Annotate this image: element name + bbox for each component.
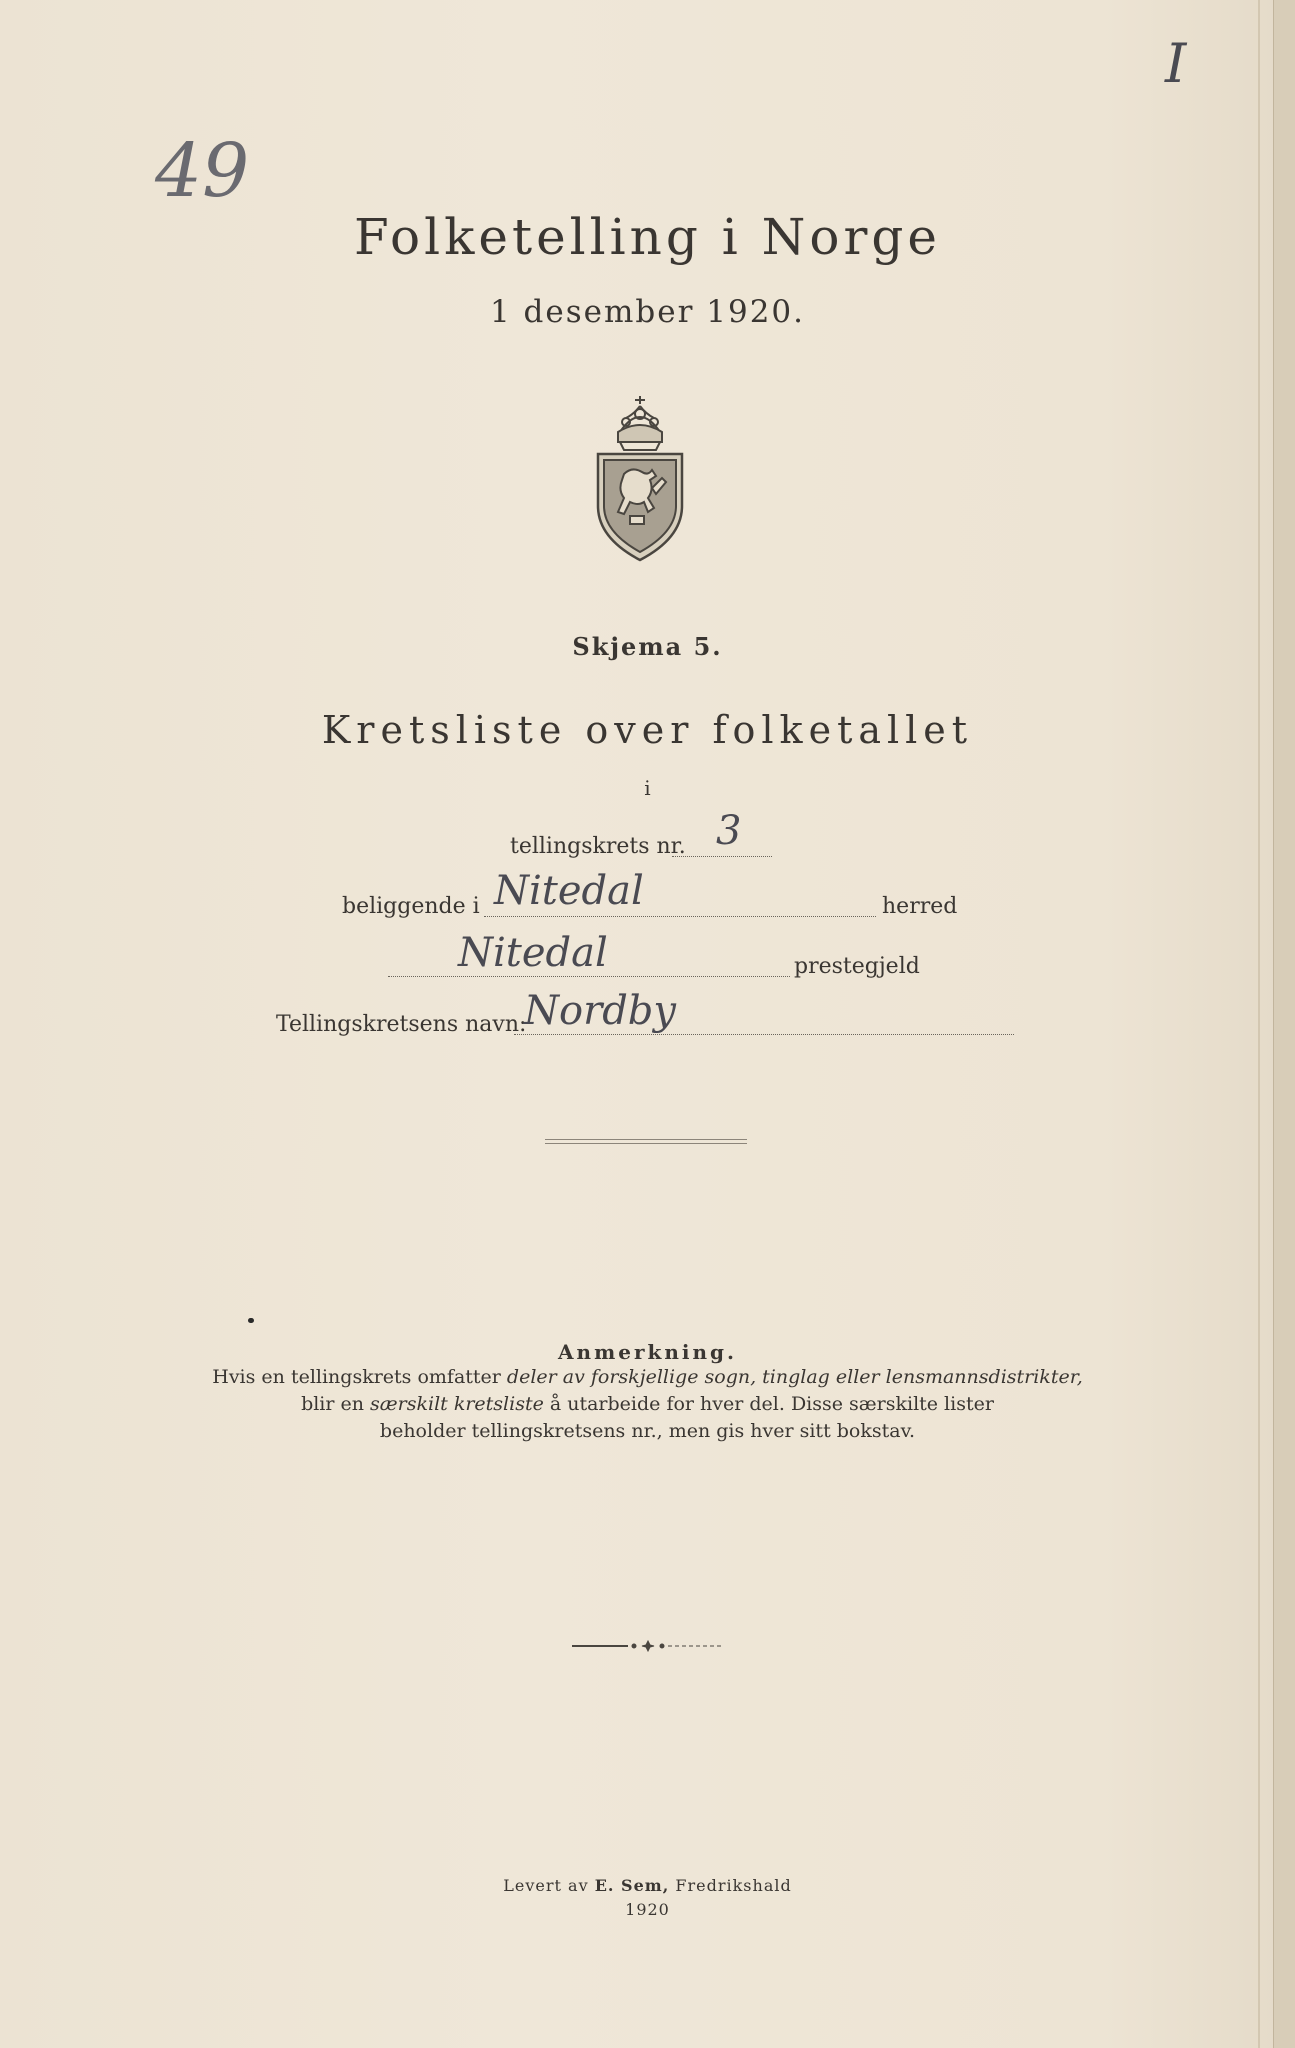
page-title: Folketelling i Norge [354, 208, 941, 266]
krets-number-value: 3 [716, 808, 742, 854]
roman-numeral-mark: I [1165, 32, 1187, 95]
herred-label: herred [882, 894, 958, 919]
prestegjeld-line [388, 976, 790, 977]
schema-number: Skjema 5. [572, 632, 723, 661]
herred-value: Nitedal [494, 868, 644, 914]
ink-spot [248, 1318, 254, 1323]
divider-rule-bottom [545, 1143, 747, 1144]
norway-coat-of-arms-icon [590, 392, 690, 564]
note-heading: Anmerkning. [558, 1340, 737, 1364]
printer-credit: Levert av E. Sem, Fredrikshald [503, 1876, 792, 1895]
krets-number-label: tellingskrets nr. [510, 834, 686, 859]
note-line-3: beholder tellingskretsens nr., men gis hver sitt bokstav. [379, 1420, 916, 1442]
krets-name-value: Nordby [524, 988, 677, 1034]
ornament-divider-icon [568, 1640, 728, 1652]
preposition-i: i [644, 776, 651, 800]
divider-rule-top [545, 1139, 747, 1140]
prestegjeld-value: Nitedal [458, 930, 608, 976]
beliggende-line [484, 916, 876, 917]
note-line-1: Hvis en tellingskrets omfatter deler av forskjellige sogn, tinglag eller lensmannsdistrikter, [212, 1366, 1083, 1388]
krets-name-label: Tellingskretsens navn: [276, 1012, 527, 1037]
printer-year: 1920 [625, 1900, 670, 1919]
prestegjeld-label: prestegjeld [794, 954, 920, 979]
krets-name-line [514, 1034, 1014, 1035]
form-heading: Kretsliste over folketallet [321, 708, 974, 752]
note-line-2: blir en særskilt kretsliste å utarbeide for hver del. Disse særskilte lister [301, 1393, 994, 1415]
krets-number-line [672, 856, 772, 857]
pencil-number-mark: 49 [155, 128, 250, 214]
beliggende-label: beliggende i [342, 894, 480, 919]
census-date: 1 desember 1920. [489, 294, 806, 330]
